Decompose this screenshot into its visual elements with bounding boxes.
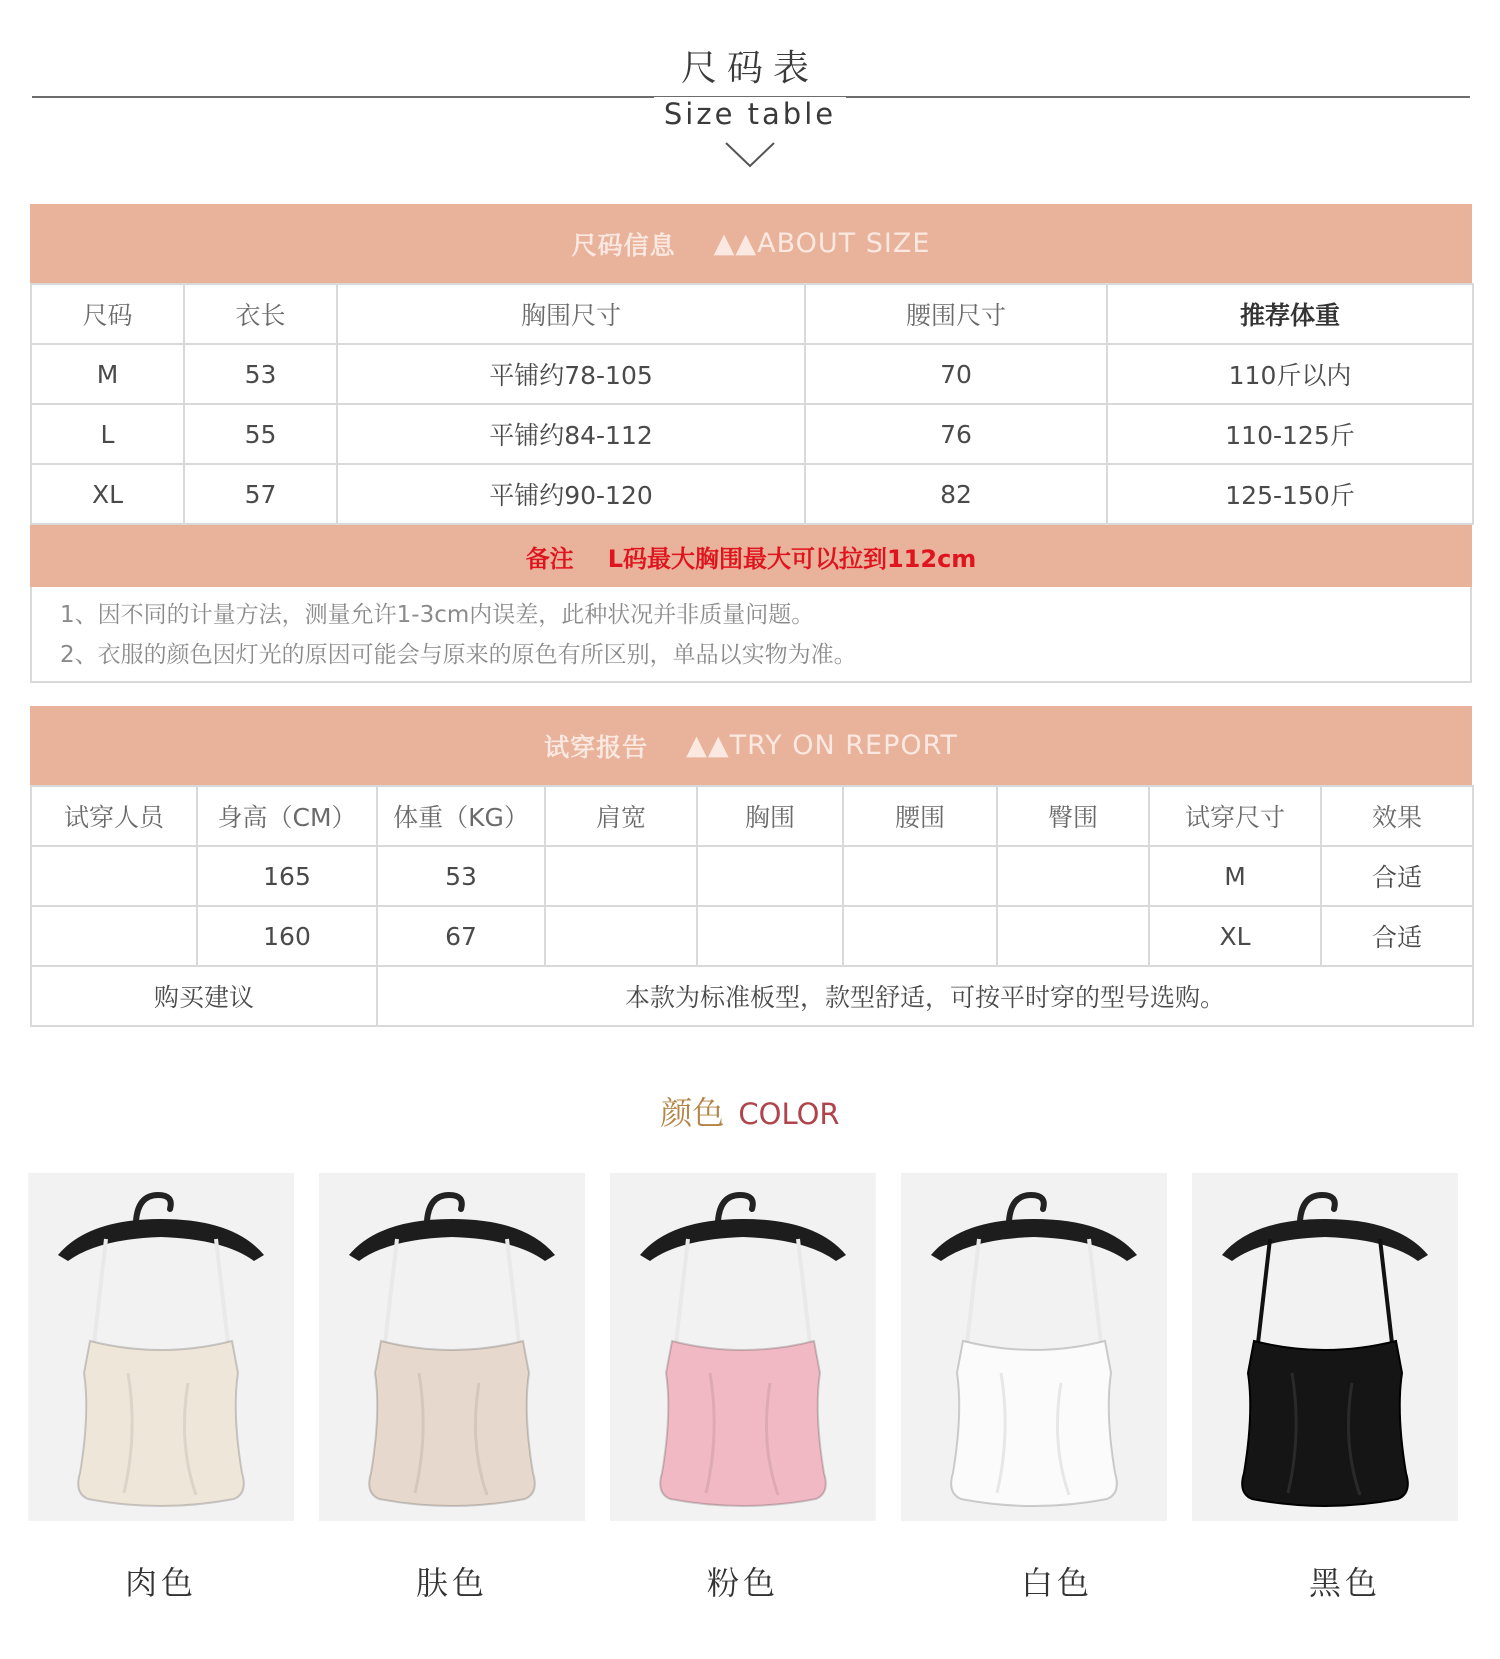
size-header-cell: 尺码	[31, 284, 184, 344]
tryon-cell	[697, 906, 843, 966]
camisole-photo	[319, 1173, 585, 1521]
size-header-cell: 胸围尺寸	[337, 284, 805, 344]
chevron-down-icon	[724, 140, 776, 170]
camisole-photo	[901, 1173, 1167, 1521]
tryon-cell	[31, 846, 197, 906]
table-row	[31, 464, 1473, 524]
color-swatch-photo[interactable]	[28, 1173, 294, 1521]
tryon-header-cell: 身高（CM）	[197, 786, 377, 846]
page-subtitle-text: Size table	[654, 97, 846, 131]
tryon-cell: XL	[1149, 906, 1321, 966]
tryon-banner-zh: 试穿报告	[544, 732, 649, 762]
size-cell: XL	[31, 464, 184, 524]
color-name: 黑色	[1308, 1564, 1381, 1602]
color-title-zh: 颜色	[660, 1094, 725, 1132]
waist-cell: 70	[805, 344, 1107, 404]
tryon-cell: 67	[377, 906, 545, 966]
table-row	[31, 906, 1473, 966]
size-table-banner	[30, 204, 1472, 283]
tryon-cell: 53	[377, 846, 545, 906]
tip-text: 2、衣服的颜色因灯光的原因可能会与原来的原色有所区别，单品以实物为准。	[60, 642, 857, 668]
tryon-cell	[697, 846, 843, 906]
size-grid	[30, 283, 1474, 525]
tryon-header-cell: 效果	[1321, 786, 1473, 846]
tryon-cell	[843, 846, 997, 906]
tryon-cell	[843, 906, 997, 966]
tryon-cell	[997, 846, 1149, 906]
size-cell: L	[31, 404, 184, 464]
bust-cell: 平铺约78-105	[337, 344, 805, 404]
tryon-header-cell: 腰围	[843, 786, 997, 846]
tryon-cell	[545, 906, 697, 966]
weight-cell: 125-150斤	[1107, 464, 1473, 524]
size-banner-en: ▲▲ABOUT SIZE	[713, 228, 931, 259]
advice-label: 购买建议	[31, 966, 377, 1026]
camisole-photo	[610, 1173, 876, 1521]
size-header-row	[31, 284, 1473, 344]
size-note-bar	[30, 525, 1472, 587]
table-row	[31, 404, 1473, 464]
tryon-header-cell: 胸围	[697, 786, 843, 846]
tip-text: 1、因不同的计量方法，测量允许1-3cm内误差，此种状况并非质量问题。	[60, 602, 815, 628]
tryon-header-cell: 试穿尺寸	[1149, 786, 1321, 846]
color-name: 肉色	[124, 1564, 197, 1602]
tryon-banner-en: ▲▲TRY ON REPORT	[686, 730, 958, 761]
tryon-header-cell: 臀围	[997, 786, 1149, 846]
waist-cell: 76	[805, 404, 1107, 464]
length-cell: 53	[184, 344, 337, 404]
tryon-header-cell: 体重（KG）	[377, 786, 545, 846]
weight-cell: 110斤以内	[1107, 344, 1473, 404]
camisole-photo	[28, 1173, 294, 1521]
tryon-cell	[997, 906, 1149, 966]
tryon-grid	[30, 785, 1474, 1027]
color-title-en: COLOR	[738, 1097, 840, 1131]
size-header-cell: 衣长	[184, 284, 337, 344]
size-banner-zh: 尺码信息	[571, 230, 676, 260]
page-title: 尺码表	[680, 48, 819, 89]
color-swatch-photo[interactable]	[319, 1173, 585, 1521]
tryon-cell: 合适	[1321, 846, 1473, 906]
advice-row	[31, 966, 1473, 1026]
table-row	[31, 344, 1473, 404]
color-name: 白色	[1020, 1564, 1093, 1602]
color-swatch-photo[interactable]	[610, 1173, 876, 1521]
size-header-cell: 推荐体重	[1107, 284, 1473, 344]
tryon-cell	[31, 906, 197, 966]
size-table	[30, 204, 1472, 683]
note-text: L码最大胸围最大可以拉到112cm	[607, 544, 977, 573]
length-cell: 57	[184, 464, 337, 524]
bust-cell: 平铺约90-120	[337, 464, 805, 524]
size-cell: M	[31, 344, 184, 404]
tryon-header-cell: 试穿人员	[31, 786, 197, 846]
size-header-cell: 腰围尺寸	[805, 284, 1107, 344]
color-name: 肤色	[415, 1564, 488, 1602]
tryon-cell: M	[1149, 846, 1321, 906]
page-subtitle	[0, 97, 1500, 131]
length-cell: 55	[184, 404, 337, 464]
tryon-table-banner	[30, 706, 1472, 785]
waist-cell: 82	[805, 464, 1107, 524]
tryon-cell	[545, 846, 697, 906]
color-swatch-photo[interactable]	[1192, 1173, 1458, 1521]
color-swatch-photo[interactable]	[901, 1173, 1167, 1521]
measurement-tips	[30, 587, 1472, 683]
tryon-cell: 165	[197, 846, 377, 906]
bust-cell: 平铺约84-112	[337, 404, 805, 464]
tryon-table	[30, 706, 1472, 1027]
tryon-cell: 160	[197, 906, 377, 966]
camisole-photo	[1192, 1173, 1458, 1521]
note-label: 备注	[525, 544, 574, 573]
weight-cell: 110-125斤	[1107, 404, 1473, 464]
tryon-cell: 合适	[1321, 906, 1473, 966]
advice-text: 本款为标准板型，款型舒适，可按平时穿的型号选购。	[377, 966, 1473, 1026]
color-name: 粉色	[706, 1564, 779, 1602]
color-section-title	[0, 1088, 1500, 1134]
tryon-header-row	[31, 786, 1473, 846]
tryon-header-cell: 肩宽	[545, 786, 697, 846]
table-row	[31, 846, 1473, 906]
